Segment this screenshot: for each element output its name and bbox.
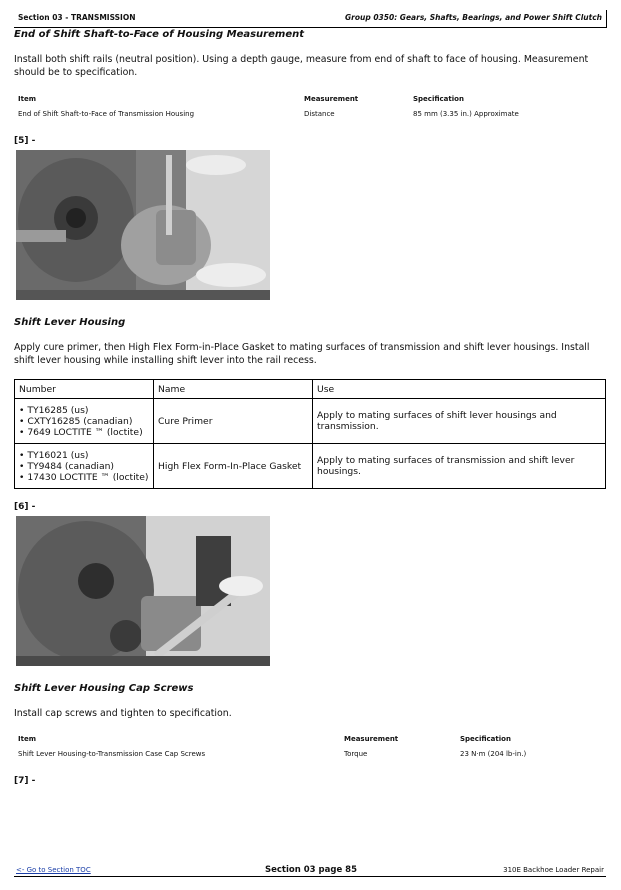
shift-lever-housing-instructions: Apply cure primer, then High Flex Form-in-Place Gasket to mating surfaces of transmission and shift lever housings. Install shift lever housing while installing shift lever into the rail recess. <box>14 342 590 366</box>
part-number: • 7649 LOCTITE ™ (loctite) <box>19 426 143 438</box>
page-header <box>14 10 607 28</box>
materials-table <box>14 379 606 489</box>
spec2-item: Shift Lever Housing-to-Transmission Case Cap Screws <box>18 750 206 758</box>
spec1-header-measurement: Measurement <box>304 95 359 103</box>
spec2-header-measurement: Measurement <box>344 735 399 743</box>
spec2-specification: 23 N·m (204 lb-in.) <box>460 750 527 758</box>
spec1-header-item: Item <box>18 95 36 103</box>
part-number: • TY9484 (canadian) <box>19 460 115 472</box>
photo-depth-gauge-measurement <box>16 150 270 300</box>
step-5-label: [5] - <box>14 136 36 146</box>
material-name: High Flex Form-In-Place Gasket <box>154 444 313 489</box>
materials-header-number: Number <box>15 380 154 399</box>
materials-header-row <box>15 380 606 399</box>
part-number: • CXTY16285 (canadian) <box>19 415 133 427</box>
step-6-label: [6] - <box>14 502 36 512</box>
spec2-header-specification: Specification <box>460 735 511 743</box>
material-use: Apply to mating surfaces of transmission and shift lever housings. <box>313 444 606 489</box>
group-label: Group 0350: Gears, Shafts, Bearings, and Power Shift Clutch <box>345 13 602 22</box>
manual-title: 310E Backhoe Loader Repair <box>503 866 604 874</box>
material-use: Apply to mating surfaces of shift lever housings and transmission. <box>313 399 606 444</box>
materials-header-use: Use <box>313 380 606 399</box>
part-number: • 17430 LOCTITE ™ (loctite) <box>19 471 149 483</box>
shift-lever-housing-heading: Shift Lever Housing <box>14 317 126 328</box>
spec1-item: End of Shift Shaft-to-Face of Transmission Housing <box>18 110 195 118</box>
step-7-label: [7] - <box>14 776 36 786</box>
spec1-header-specification: Specification <box>413 95 464 103</box>
part-number: • TY16285 (us) <box>19 404 89 416</box>
table-row <box>15 444 606 489</box>
spec1-specification: 85 mm (3.35 in.) Approximate <box>413 110 519 118</box>
photo-shift-lever-housing-install <box>16 516 270 666</box>
materials-header-name: Name <box>154 380 313 399</box>
spec2-measurement: Torque <box>344 750 368 758</box>
photo-shift-lever-housing-image <box>16 516 270 666</box>
section-label: Section 03 - TRANSMISSION <box>18 13 136 22</box>
cap-screws-instructions: Install cap screws and tighten to specification. <box>14 708 232 719</box>
section-toc-link[interactable]: <- Go to Section TOC <box>16 866 91 874</box>
cap-screws-heading: Shift Lever Housing Cap Screws <box>14 683 194 694</box>
material-numbers <box>15 399 154 444</box>
measurement-instructions: Install both shift rails (neutral position). Using a depth gauge, measure from end of shaft to face of housing. Measurement should be to specification. <box>14 54 589 78</box>
page-number: Section 03 page 85 <box>265 865 357 875</box>
table-row <box>15 399 606 444</box>
footer-rule <box>14 876 606 877</box>
spec1-measurement: Distance <box>304 110 335 118</box>
material-numbers <box>15 444 154 489</box>
material-name: Cure Primer <box>154 399 313 444</box>
spec2-header-item: Item <box>18 735 36 743</box>
part-number: • TY16021 (us) <box>19 449 89 461</box>
photo-depth-gauge-image <box>16 150 270 300</box>
measurement-heading: End of Shift Shaft-to-Face of Housing Measurement <box>14 29 304 40</box>
